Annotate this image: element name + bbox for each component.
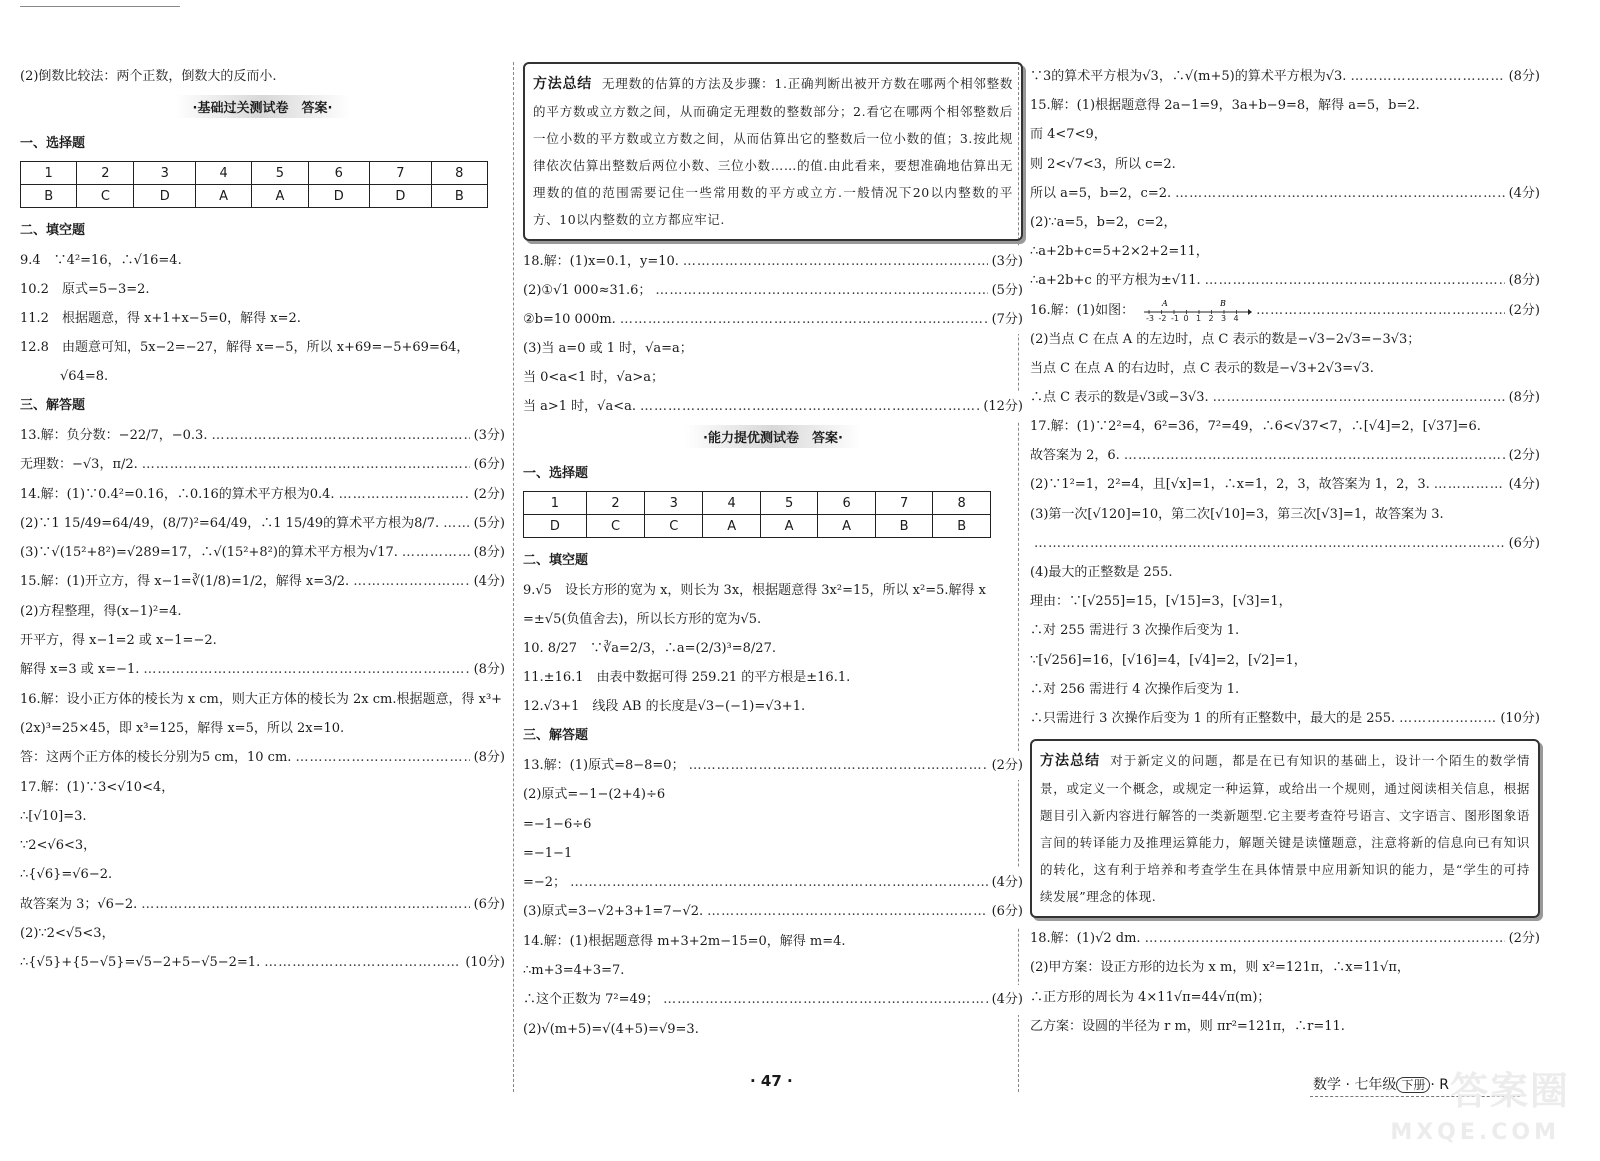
number-line-tick-label: 2 — [1208, 314, 1214, 322]
top-rule — [20, 0, 180, 7]
q18-lines — [1030, 924, 1540, 1041]
solution-text: =−2； ………………………………………………………………………………………………………………………………………………………… — [523, 868, 1023, 897]
score: (8分) — [1505, 383, 1540, 412]
table-cell: 5 — [252, 162, 308, 185]
score: (10分) — [461, 948, 505, 977]
column-divider — [513, 62, 514, 1092]
table-cell: 4 — [195, 162, 251, 185]
q15-lines — [1030, 62, 1540, 296]
solution-text: ∴{√6}=√6−2. — [20, 867, 113, 883]
solution-text: ∴这个正数为 7²=49； ………………………………………………………………………………………………………………………………………………………… — [523, 985, 1023, 1014]
table-cell: D — [308, 185, 370, 208]
solution-text: 开平方，得 x−1=2 或 x−1=−2. — [20, 633, 217, 649]
point-b-label: B — [1220, 299, 1226, 308]
solution-text: 答：这两个正方体的棱长分别为5 cm，10 cm. ………………………………………………………………………………………………………………………………………………………… — [20, 743, 505, 772]
solution-line — [523, 1015, 1023, 1044]
number-line-tick-label: -3 — [1146, 314, 1155, 322]
solution-text: 而 4<7<9， — [1030, 127, 1107, 143]
solution-text: 17.解：(1)∵2²=4，6²=36，7²=49，∴6<√37<7，∴[√4]=2，[√37]=6. — [1030, 419, 1481, 435]
solution-line — [1030, 953, 1540, 982]
solution-line — [523, 927, 1023, 956]
q18-lines — [523, 247, 1023, 421]
q16-line — [1030, 296, 1540, 325]
solution-line — [1030, 646, 1540, 675]
score: (8分) — [1505, 62, 1540, 91]
solution-line — [1030, 983, 1540, 1012]
grade-badge: 下册 — [1396, 1077, 1430, 1093]
number-line-tick-label: 1 — [1196, 314, 1202, 322]
solution-line — [20, 685, 505, 714]
section-choice: 一、选择题 — [20, 136, 86, 151]
score: (3分) — [470, 421, 505, 450]
solution-text: ∴m+3=4+3=7. — [523, 963, 625, 979]
solution-text: ∴正方形的周长为 4×11√π=44√π(m)； — [1030, 989, 1271, 1005]
solution-line — [1030, 120, 1540, 149]
solution-text: 18.解：(1)x=0.1，y=10. ………………………………………………………………………………………………………………………………………………………… — [523, 247, 1023, 276]
score: (6分) — [470, 450, 505, 479]
solution-line — [523, 897, 1023, 926]
table-cell: 5 — [760, 492, 817, 515]
score: (4分) — [988, 868, 1023, 897]
method-summary-box — [1030, 739, 1540, 918]
number-line-figure — [1142, 298, 1252, 322]
solution-text: ∴对 256 需进行 4 次操作后变为 1. — [1030, 681, 1240, 697]
solution-text: 当 a>1 时，√a<a. ………………………………………………………………………………………………………………………………………………………… — [523, 392, 1023, 421]
intro-line: (2)倒数比较法：两个正数，倒数大的反而小. — [20, 69, 277, 84]
solution-line — [20, 509, 505, 538]
method-summary-tag: 方法总结 — [1040, 753, 1101, 770]
table-cell: B — [933, 515, 991, 538]
solution-text: 15.解：(1)根据题意得 2a−1=9，3a+b−9=8，解得 a=5，b=2. — [1030, 98, 1420, 114]
answer-table — [523, 491, 991, 538]
solution-line — [1030, 924, 1540, 953]
score: (5分) — [988, 276, 1023, 305]
solution-line — [1030, 558, 1540, 587]
solution-text: ∵2<√6<3， — [20, 838, 97, 854]
q16-17-lines — [1030, 325, 1540, 734]
score: (8分) — [470, 743, 505, 772]
section-solve: 三、解答题 — [523, 728, 589, 743]
score: (10分) — [1496, 704, 1540, 733]
table-cell: 3 — [134, 162, 196, 185]
solution-line — [20, 655, 505, 684]
solution-text: (2)甲方案：设正方形的边长为 x m，则 x²=121π，∴x=11√π， — [1030, 960, 1410, 976]
solution-text: (2)√(m+5)=√(4+5)=√9=3. — [523, 1021, 699, 1037]
solution-text: ②b=10 000m. ………………………………………………………………………………………………………………………………………………………… — [523, 305, 1023, 334]
banner-basic: ·基础过关测试卷 答案· — [20, 95, 505, 123]
solution-text: 当点 C 在点 A 的右边时，点 C 表示的数是−√3+2√3=√3. — [1030, 360, 1374, 376]
watermark-logo: 答案圈 — [1449, 1069, 1570, 1113]
solution-line — [1030, 675, 1540, 704]
score: (8分) — [1505, 266, 1540, 295]
solution-text: (4)最大的正整数是 255. — [1030, 565, 1173, 580]
solution-text: ∴{√5}+{5−√5}=√5−2+5−√5−2=1. ………………………………………………………………………………………………………………………………………………………… — [20, 948, 505, 977]
solution-lines — [20, 421, 505, 978]
solution-text: (2)当点 C 在点 A 的左边时，点 C 表示的数是−√3−2√3=−3√3； — [1030, 331, 1421, 347]
table-cell: 8 — [431, 162, 487, 185]
solution-line — [20, 450, 505, 479]
solution-line — [1030, 325, 1540, 354]
solution-text: (2)∵a=5，b=2，c=2， — [1030, 214, 1177, 230]
table-cell: 8 — [933, 492, 991, 515]
method-summary-text: 无理数的估算的方法及步骤：1.正确判断出被开方数在哪两个相邻整数的平方数或立方数之间，从而确定无理数的整数部分；2.看它在哪两个相邻整数后一位小数的平方数或立方数之间，从而估算出它的整数后一位小数的值；3.按此规律依次估算出整数后两位小数、三位小数……的值.由此看来，要想准确地估算出无理数的值的范围需要记住一些常用数的平方或立方.一般情况下20以内整数的平方、10以内整数的立方都应牢记. — [533, 76, 1013, 227]
solution-text: ∴点 C 表示的数是√3或−3√3. ………………………………………………………………………………………………………………………………………………………… — [1030, 383, 1540, 412]
solution-line — [1030, 704, 1540, 733]
score: (4分) — [988, 985, 1023, 1014]
solution-line — [20, 890, 505, 919]
solution-text: 16.解：设小正方体的棱长为 x cm，则大正方体的棱长为 2x cm.根据题意，得 x³+ — [20, 691, 503, 707]
solution-text: 13.解：负分数：−22/7，−0.3. ………………………………………………………………………………………………………………………………………………………… — [20, 421, 505, 450]
table-cell: C — [586, 515, 644, 538]
watermark-url: MXQE.COM — [1390, 1120, 1560, 1145]
banner-advanced: ·能力提优测试卷 答案· — [523, 425, 1023, 453]
solution-line — [20, 802, 505, 831]
solution-text: (2)①√1 000≈31.6； ………………………………………………………………………………………………………………………………………………………… — [523, 276, 1023, 305]
column-left — [20, 62, 505, 978]
solution-line — [20, 480, 505, 509]
solution-text: ∴a+2b+c 的平方根为±√11. ………………………………………………………………………………………………………………………………………………………… — [1030, 266, 1540, 295]
solution-text: (3)当 a=0 或 1 时，√a=a； — [523, 341, 693, 356]
solution-text: =−1−1 — [523, 845, 573, 861]
svg-text:-3-2-101234 — [1146, 314, 1239, 322]
solution-line — [1030, 179, 1540, 208]
fill-line: 11.2 根据题意，得 x+1+x−5=0，解得 x=2. — [20, 311, 301, 326]
score: (2分) — [988, 751, 1023, 780]
solution-text: ∴对 255 需进行 3 次操作后变为 1. — [1030, 623, 1240, 639]
solution-line — [1030, 208, 1540, 237]
solution-text: ∴只需进行 3 次操作后变为 1 的所有正整数中，最大的是 255. ………………………………………………………………………………………………………………………………………………………… — [1030, 704, 1540, 733]
solution-lines — [523, 751, 1023, 1044]
solution-line — [20, 919, 505, 948]
solution-line — [523, 392, 1023, 421]
fill-line: 9.4 ∵4²=16，∴√16=4. — [20, 253, 182, 268]
subject-label: 数学 · 七年级 下册 · R — [1313, 1077, 1450, 1093]
solution-text: 故答案为 2，6. ………………………………………………………………………………………………………………………………………………………… — [1030, 441, 1540, 470]
solution-line — [523, 810, 1023, 839]
number-line-tick-label: 0 — [1183, 314, 1189, 322]
solution-line — [523, 751, 1023, 780]
solution-line — [523, 780, 1023, 809]
table-cell: 7 — [370, 162, 432, 185]
fill-line: 10. 8/27 ∵∛a=2/3，∴a=(2/3)³=8/27. — [523, 641, 776, 656]
fill-line: 11.±16.1 由表中数据可得 259.21 的平方根是±16.1. — [523, 670, 851, 685]
page-number: · 47 · — [750, 1072, 793, 1090]
number-line-tick-label: -1 — [1171, 314, 1180, 322]
solution-text: (2)∵1 15/49=64/49，(8/7)²=64/49，∴1 15/49的算术平方根为8/7. ………………………………………………………………………………………………………………………………………………………… — [20, 509, 505, 538]
table-cell: A — [760, 515, 817, 538]
solution-line — [20, 831, 505, 860]
method-summary-text: 对于新定义的问题，都是在已有知识的基础上，设计一个陌生的数学情景，或定义一个概念，或规定一种运算，或给出一个规则，通过阅读相关信息，根据题目引入新内容进行解答的一类新题型.它主要考查符号语言、文字语言、图形图象语言间的转译能力及推理运算能力，解题关键是读懂题意，注意将新的信息向已有知识的转化，这有利于培养和考查学生在具体情景中应用新知识的能力，是“学生的可持续发展”理念的体现. — [1040, 753, 1530, 905]
fill-line: 12.√3+1 线段 AB 的长度是√3−(−1)=√3+1. — [523, 699, 806, 714]
score: (7分) — [988, 305, 1023, 334]
table-cell: D — [134, 185, 196, 208]
fill-line: 10.2 原式=5−3=2. — [20, 282, 150, 297]
section-choice: 一、选择题 — [523, 466, 589, 481]
solution-text: (3)原式=3−√2+3+1=7−√2. ………………………………………………………………………………………………………………………………………………………… — [523, 897, 1023, 926]
score: (8分) — [470, 538, 505, 567]
solution-text: 则 2<√7<3，所以 c=2. — [1030, 156, 1176, 172]
solution-line — [1030, 91, 1540, 120]
solution-line — [523, 363, 1023, 392]
solution-text: ∵3的算术平方根为√3，∴√(m+5)的算术平方根为√3. ………………………………………………………………………………………………………………………………………………………… — [1030, 62, 1540, 91]
score: (6分) — [1505, 529, 1540, 558]
solution-text: (2)原式=−1−(2+4)÷6 — [523, 787, 666, 803]
solution-line — [1030, 470, 1540, 499]
solution-text: (3)第一次[√120]=10，第二次[√10]=3，第三次[√3]=1，故答案为 3. — [1030, 506, 1444, 522]
solution-line — [1030, 150, 1540, 179]
column-middle — [523, 62, 1023, 1044]
solution-text: 17.解：(1)∵3<√10<4， — [20, 779, 175, 795]
number-line-tick-label: 3 — [1221, 314, 1227, 322]
point-a-label: A — [1162, 299, 1168, 308]
score: (2分) — [1505, 924, 1540, 953]
solution-line — [1030, 1012, 1540, 1041]
section-solve: 三、解答题 — [20, 398, 86, 413]
solution-line — [20, 743, 505, 772]
solution-text — [1030, 529, 1540, 558]
solution-text: (3)∵√(15²+8²)=√289=17，∴√(15²+8²)的算术平方根为√17. ………………………………………………………………………………………………………………………………………………………… — [20, 538, 505, 567]
solution-line — [523, 839, 1023, 868]
solution-line — [20, 626, 505, 655]
table-cell: D — [524, 515, 587, 538]
solution-text: 故答案为 3；√6−2. ………………………………………………………………………………………………………………………………………………………… — [20, 890, 505, 919]
solution-text: ∴[√10]=3. — [20, 808, 87, 824]
solution-text: 解得 x=3 或 x=−1. ………………………………………………………………………………………………………………………………………………………… — [20, 655, 505, 684]
table-cell: B — [431, 185, 487, 208]
solution-text: (2)∵1²=1，2²=4，且[√x]=1，∴x=1，2，3，故答案为 1，2，3. ………………………………………………………………………………………………………………………………………………………… — [1030, 470, 1540, 499]
section-fill: 二、填空题 — [523, 553, 589, 568]
solution-text: 无理数：−√3，π/2. ………………………………………………………………………………………………………………………………………………………… — [20, 450, 505, 479]
number-line-tick-label: 4 — [1233, 314, 1239, 322]
fill-line: 9.√5 设长方形的宽为 x，则长为 3x，根据题意得 3x²=15，所以 x²=5.解得 x — [523, 583, 986, 598]
number-line-tick-label: -2 — [1158, 314, 1167, 322]
solution-text: 13.解：(1)原式=8−8=0； ………………………………………………………………………………………………………………………………………………………… — [523, 751, 1023, 780]
solution-line — [20, 773, 505, 802]
solution-text: ∴a+2b+c=5+2×2+2=11， — [1030, 244, 1209, 260]
solution-line — [1030, 354, 1540, 383]
solution-line — [1030, 616, 1540, 645]
table-cell: 6 — [308, 162, 370, 185]
solution-text: =−1−6÷6 — [523, 816, 592, 832]
solution-line — [523, 956, 1023, 985]
solution-line — [1030, 383, 1540, 412]
section-fill: 二、填空题 — [20, 223, 86, 238]
score: (2分) — [470, 480, 505, 509]
table-cell: 1 — [524, 492, 587, 515]
score: (5分) — [470, 509, 505, 538]
table-cell: A — [252, 185, 308, 208]
solution-line — [1030, 266, 1540, 295]
solution-line — [20, 714, 505, 743]
table-cell: 4 — [703, 492, 760, 515]
table-cell: C — [77, 185, 134, 208]
table-cell: 3 — [645, 492, 703, 515]
table-cell: 2 — [77, 162, 134, 185]
solution-text: (2)∵2<√5<3， — [20, 926, 115, 942]
solution-line — [20, 538, 505, 567]
table-cell: D — [370, 185, 432, 208]
score: (4分) — [1505, 179, 1540, 208]
table-cell: A — [703, 515, 760, 538]
solution-line — [1030, 441, 1540, 470]
solution-text: 18.解：(1)√2 dm. ………………………………………………………………………………………………………………………………………………………… — [1030, 924, 1540, 953]
score: (12分) — [979, 392, 1023, 421]
score: (3分) — [988, 247, 1023, 276]
solution-line — [523, 305, 1023, 334]
solution-text: 所以 a=5，b=2，c=2. ………………………………………………………………………………………………………………………………………………………… — [1030, 179, 1540, 208]
q16-head: 16.解：(1)如图： — [1030, 302, 1135, 318]
answer-table — [20, 161, 488, 208]
table-cell: 7 — [875, 492, 933, 515]
solution-text: 14.解：(1)∵0.4²=0.16，∴0.16的算术平方根为0.4. ………………………………………………………………………………………………………………………………………………………… — [20, 480, 505, 509]
solution-line — [20, 421, 505, 450]
score: (4分) — [1505, 470, 1540, 499]
solution-line — [20, 567, 505, 596]
fill-line: 12.8 由题意可知，5x−2=−27，解得 x=−5，所以 x+69=−5+69=64， — [20, 340, 470, 355]
solution-line — [523, 868, 1023, 897]
method-summary-box — [523, 62, 1023, 241]
column-right — [1030, 62, 1540, 1041]
solution-line — [1030, 587, 1540, 616]
solution-line — [523, 247, 1023, 276]
solution-text: (2x)³=25×45，即 x³=125，解得 x=5，所以 2x=10. — [20, 720, 345, 736]
solution-text: ∵[√256]=16，[√16]=4，[√4]=2，[√2]=1， — [1030, 652, 1307, 668]
solution-text: 14.解：(1)根据题意得 m+3+2m−15=0，解得 m=4. — [523, 933, 846, 949]
table-cell: 2 — [586, 492, 644, 515]
score: (2分) — [1505, 296, 1540, 325]
table-cell: 6 — [818, 492, 875, 515]
solution-line — [523, 334, 1023, 363]
method-summary-tag: 方法总结 — [533, 76, 593, 92]
solution-line — [20, 860, 505, 889]
score: (4分) — [470, 567, 505, 596]
solution-line — [1030, 62, 1540, 91]
table-cell: C — [645, 515, 703, 538]
table-cell: 1 — [21, 162, 77, 185]
fill-line: √64=8. — [60, 369, 109, 384]
solution-line — [20, 597, 505, 626]
score: (6分) — [988, 897, 1023, 926]
solution-line — [523, 985, 1023, 1014]
solution-line — [1030, 412, 1540, 441]
solution-text: (2)方程整理，得(x−1)²=4. — [20, 603, 182, 619]
score: (2分) — [1505, 441, 1540, 470]
fill-line: =±√5(负值舍去)，所以长方形的宽为√5. — [523, 612, 762, 627]
table-cell: A — [818, 515, 875, 538]
solution-line — [1030, 500, 1540, 529]
score: (8分) — [470, 655, 505, 684]
score: (6分) — [470, 890, 505, 919]
solution-line — [1030, 237, 1540, 266]
table-cell: B — [21, 185, 77, 208]
solution-text: 理由：∵[√255]=15，[√15]=3，[√3]=1， — [1030, 594, 1292, 610]
table-cell: B — [875, 515, 933, 538]
table-cell: A — [195, 185, 251, 208]
solution-text: 乙方案：设圆的半径为 r m，则 πr²=121π，∴r=11. — [1030, 1018, 1345, 1034]
solution-text: 15.解：(1)开立方，得 x−1=∛(1/8)=1/2，解得 x=3/2. ………………………………………………………………………………………………………………………………………………………… — [20, 567, 505, 596]
solution-line — [1030, 529, 1540, 558]
solution-line — [20, 948, 505, 977]
solution-text: 当 0<a<1 时，√a>a； — [523, 370, 665, 385]
solution-line — [523, 276, 1023, 305]
